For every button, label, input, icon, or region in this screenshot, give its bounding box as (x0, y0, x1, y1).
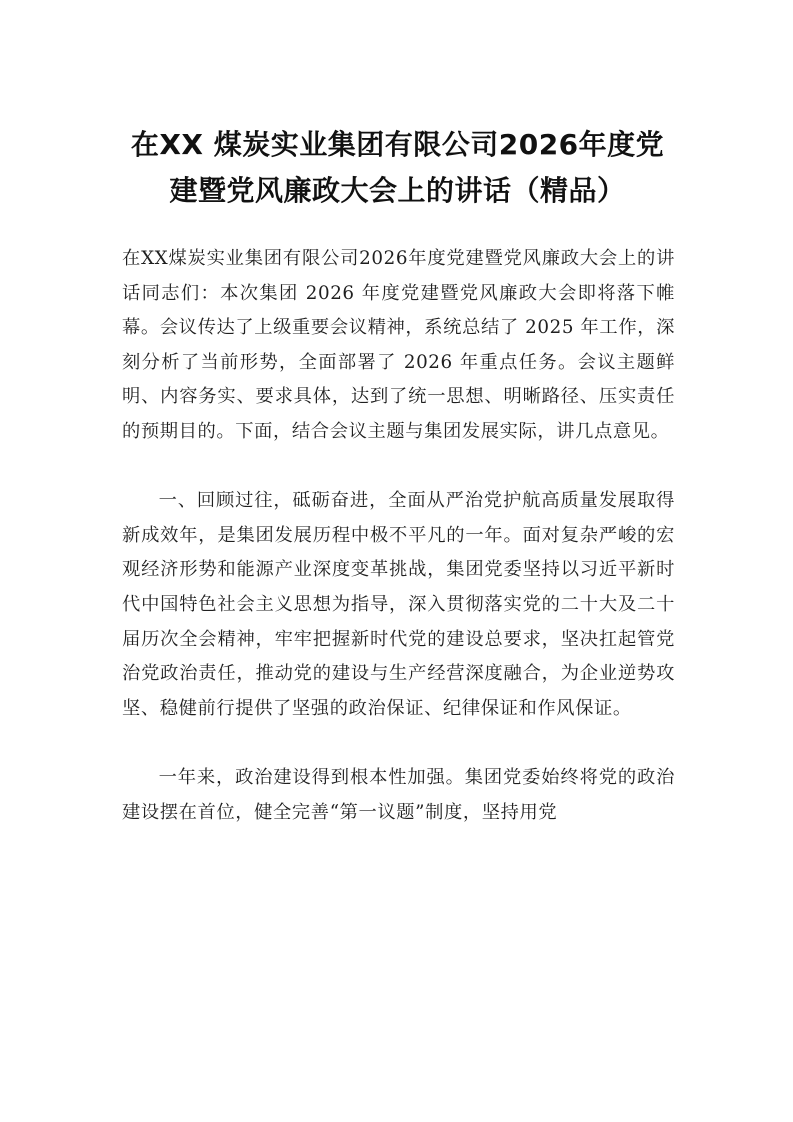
title-line-2: 建暨党风廉政大会上的讲话（精品） (169, 174, 626, 207)
paragraph-intro: 在XX煤炭实业集团有限公司2026年度党建暨党风廉政大会上的讲话同志们：本次集团 2026 年度党建暨党风廉政大会即将落下帷幕。会议传达了上级重要会议精神，系统总结了 2025 年工作，深刻分析了当前形势，全面部署了 2026 年重点任务。会议主题鲜明、内容务实、要求具体，达到了统一思想、明晰路径、压实责任的预期目的。下面，结合会议主题与集团发展实际，讲几点意见。 (122, 248, 675, 442)
document-body (122, 242, 675, 830)
paragraph-spacer (122, 726, 675, 761)
paragraph-section-1: 一、回顾过往，砥砺奋进，全面从严治党护航高质量发展取得新成效年，是集团发展历程中极不平凡的一年。面对复杂严峻的宏观经济形势和能源产业深度变革挑战，集团党委坚持以习近平新时代中国特色社会主义思想为指导，深入贯彻落实党的二十大及二十届历次全会精神，牢牢把握新时代党的建设总要求，坚决扛起管党治党政治责任，推动党的建设与生产经营深度融合，为企业逆势攻坚、稳健前行提供了坚强的政治保证、纪律保证和作风保证。 (122, 490, 675, 719)
title-line-1: 在XX 煤炭实业集团有限公司2026年度党 (130, 128, 665, 161)
document-title (110, 122, 685, 214)
paragraph-spacer (122, 450, 675, 485)
paragraph-political-building: 一年来，政治建设得到根本性加强。集团党委始终将党的政治建设摆在首位，健全完善“第一议题”制度，坚持用党 (122, 766, 675, 823)
